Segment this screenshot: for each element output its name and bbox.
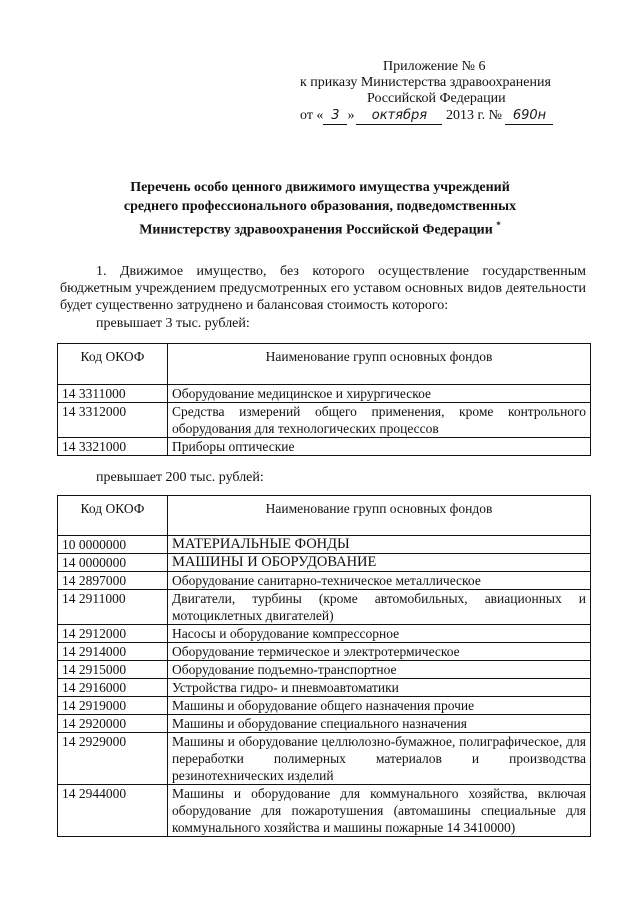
okof-code: 14 2919000	[58, 697, 168, 715]
okof-code: 14 2915000	[58, 661, 168, 679]
group-name: Двигатели, турбины (кроме автомобильных, авиационных и мотоциклетных двигателей)	[168, 590, 591, 625]
okof-code: 14 0000000	[58, 554, 168, 572]
order-reference: к приказу Министерства здравоохранения	[300, 75, 551, 90]
okof-code: 14 3311000	[58, 385, 168, 403]
group-name: Машины и оборудование общего назначения прочие	[168, 697, 591, 715]
federation-line: Российской Федерации	[367, 91, 506, 106]
header-code: Код ОКОФ	[58, 496, 168, 536]
group-name: Насосы и оборудование компрессорное	[168, 625, 591, 643]
date-day-handwritten: 3	[323, 107, 347, 125]
table-row	[58, 697, 591, 715]
table-200k	[57, 495, 591, 837]
date-prefix: от «	[300, 108, 324, 123]
group-name: Устройства гидро- и пневмоавтоматики	[168, 679, 591, 697]
table-row	[58, 572, 591, 590]
group-name: Машины и оборудование целлюлозно-бумажное, полиграфическое, для переработки полимерных материалов и производства резинотехнических изделий	[168, 733, 591, 785]
okof-code: 14 2920000	[58, 715, 168, 733]
date-year: 2013 г. №	[445, 108, 502, 123]
header-name: Наименование групп основных фондов	[168, 496, 591, 536]
okof-code: 14 2944000	[58, 785, 168, 837]
table-row	[58, 715, 591, 733]
title-line-2: среднего профессионального образования, подведомственных	[123, 199, 517, 214]
group-name: Оборудование термическое и электротермическое	[168, 643, 591, 661]
group-name: Машины и оборудование для коммунального хозяйства, включая оборудование для пожаротушения (автомашины специальные для коммунального хозяйства и машины пожарные 14 3410000)	[168, 785, 591, 837]
table-row	[58, 785, 591, 837]
group-name: МАШИНЫ И ОБОРУДОВАНИЕ	[168, 554, 591, 572]
table-row	[58, 643, 591, 661]
okof-code: 14 2897000	[58, 572, 168, 590]
okof-code: 14 2916000	[58, 679, 168, 697]
table-row	[58, 590, 591, 625]
table-row	[58, 403, 591, 438]
table-row	[58, 679, 591, 697]
group-name: Оборудование подъемно-транспортное	[168, 661, 591, 679]
group-name: Оборудование медицинское и хирургическое	[168, 385, 591, 403]
okof-code: 14 2914000	[58, 643, 168, 661]
table-header-row	[58, 344, 591, 385]
okof-code: 10 0000000	[58, 536, 168, 554]
okof-code: 14 3321000	[58, 438, 168, 456]
header-code: Код ОКОФ	[58, 344, 168, 385]
table-row	[58, 661, 591, 679]
order-number-handwritten: 690н	[505, 107, 553, 125]
group-name: Приборы оптические	[168, 438, 591, 456]
table-row	[58, 733, 591, 785]
table-row	[58, 625, 591, 643]
order-date-line	[300, 107, 553, 125]
group-name: Машины и оборудование специального назначения	[168, 715, 591, 733]
title-line-3: Министерству здравоохранения Российской Федерации	[139, 222, 493, 238]
group-name: Средства измерений общего применения, кроме контрольного оборудования для технологических процессов	[168, 403, 591, 438]
group-name: Оборудование санитарно-техническое металлическое	[168, 572, 591, 590]
table-row	[58, 554, 591, 572]
threshold-label-200k: превышает 200 тыс. рублей:	[96, 470, 264, 485]
document-title	[60, 178, 580, 240]
okof-code: 14 2911000	[58, 590, 168, 625]
appendix-number: Приложение № 6	[383, 59, 486, 74]
okof-code: 14 2929000	[58, 733, 168, 785]
title-line-1: Перечень особо ценного движимого имущества учреждений	[130, 180, 510, 195]
table-3k	[57, 343, 591, 456]
header-name: Наименование групп основных фондов	[168, 344, 591, 385]
threshold-label-3k: превышает 3 тыс. рублей:	[96, 316, 250, 331]
okof-code: 14 2912000	[58, 625, 168, 643]
group-name: МАТЕРИАЛЬНЫЕ ФОНДЫ	[168, 536, 591, 554]
date-month-handwritten: октября	[356, 107, 442, 125]
table-row	[58, 438, 591, 456]
paragraph-1: 1. Движимое имущество, без которого осуществление государственным бюджетным учреждением предусмотренных его уставом основных видов деятельности будет существенно затруднено и балансовая стоимость которого:	[60, 264, 586, 313]
date-quote-close: »	[347, 108, 355, 123]
table-header-row	[58, 496, 591, 536]
footnote-mark: *	[496, 220, 501, 230]
table-row	[58, 385, 591, 403]
table-row	[58, 536, 591, 554]
okof-code: 14 3312000	[58, 403, 168, 438]
